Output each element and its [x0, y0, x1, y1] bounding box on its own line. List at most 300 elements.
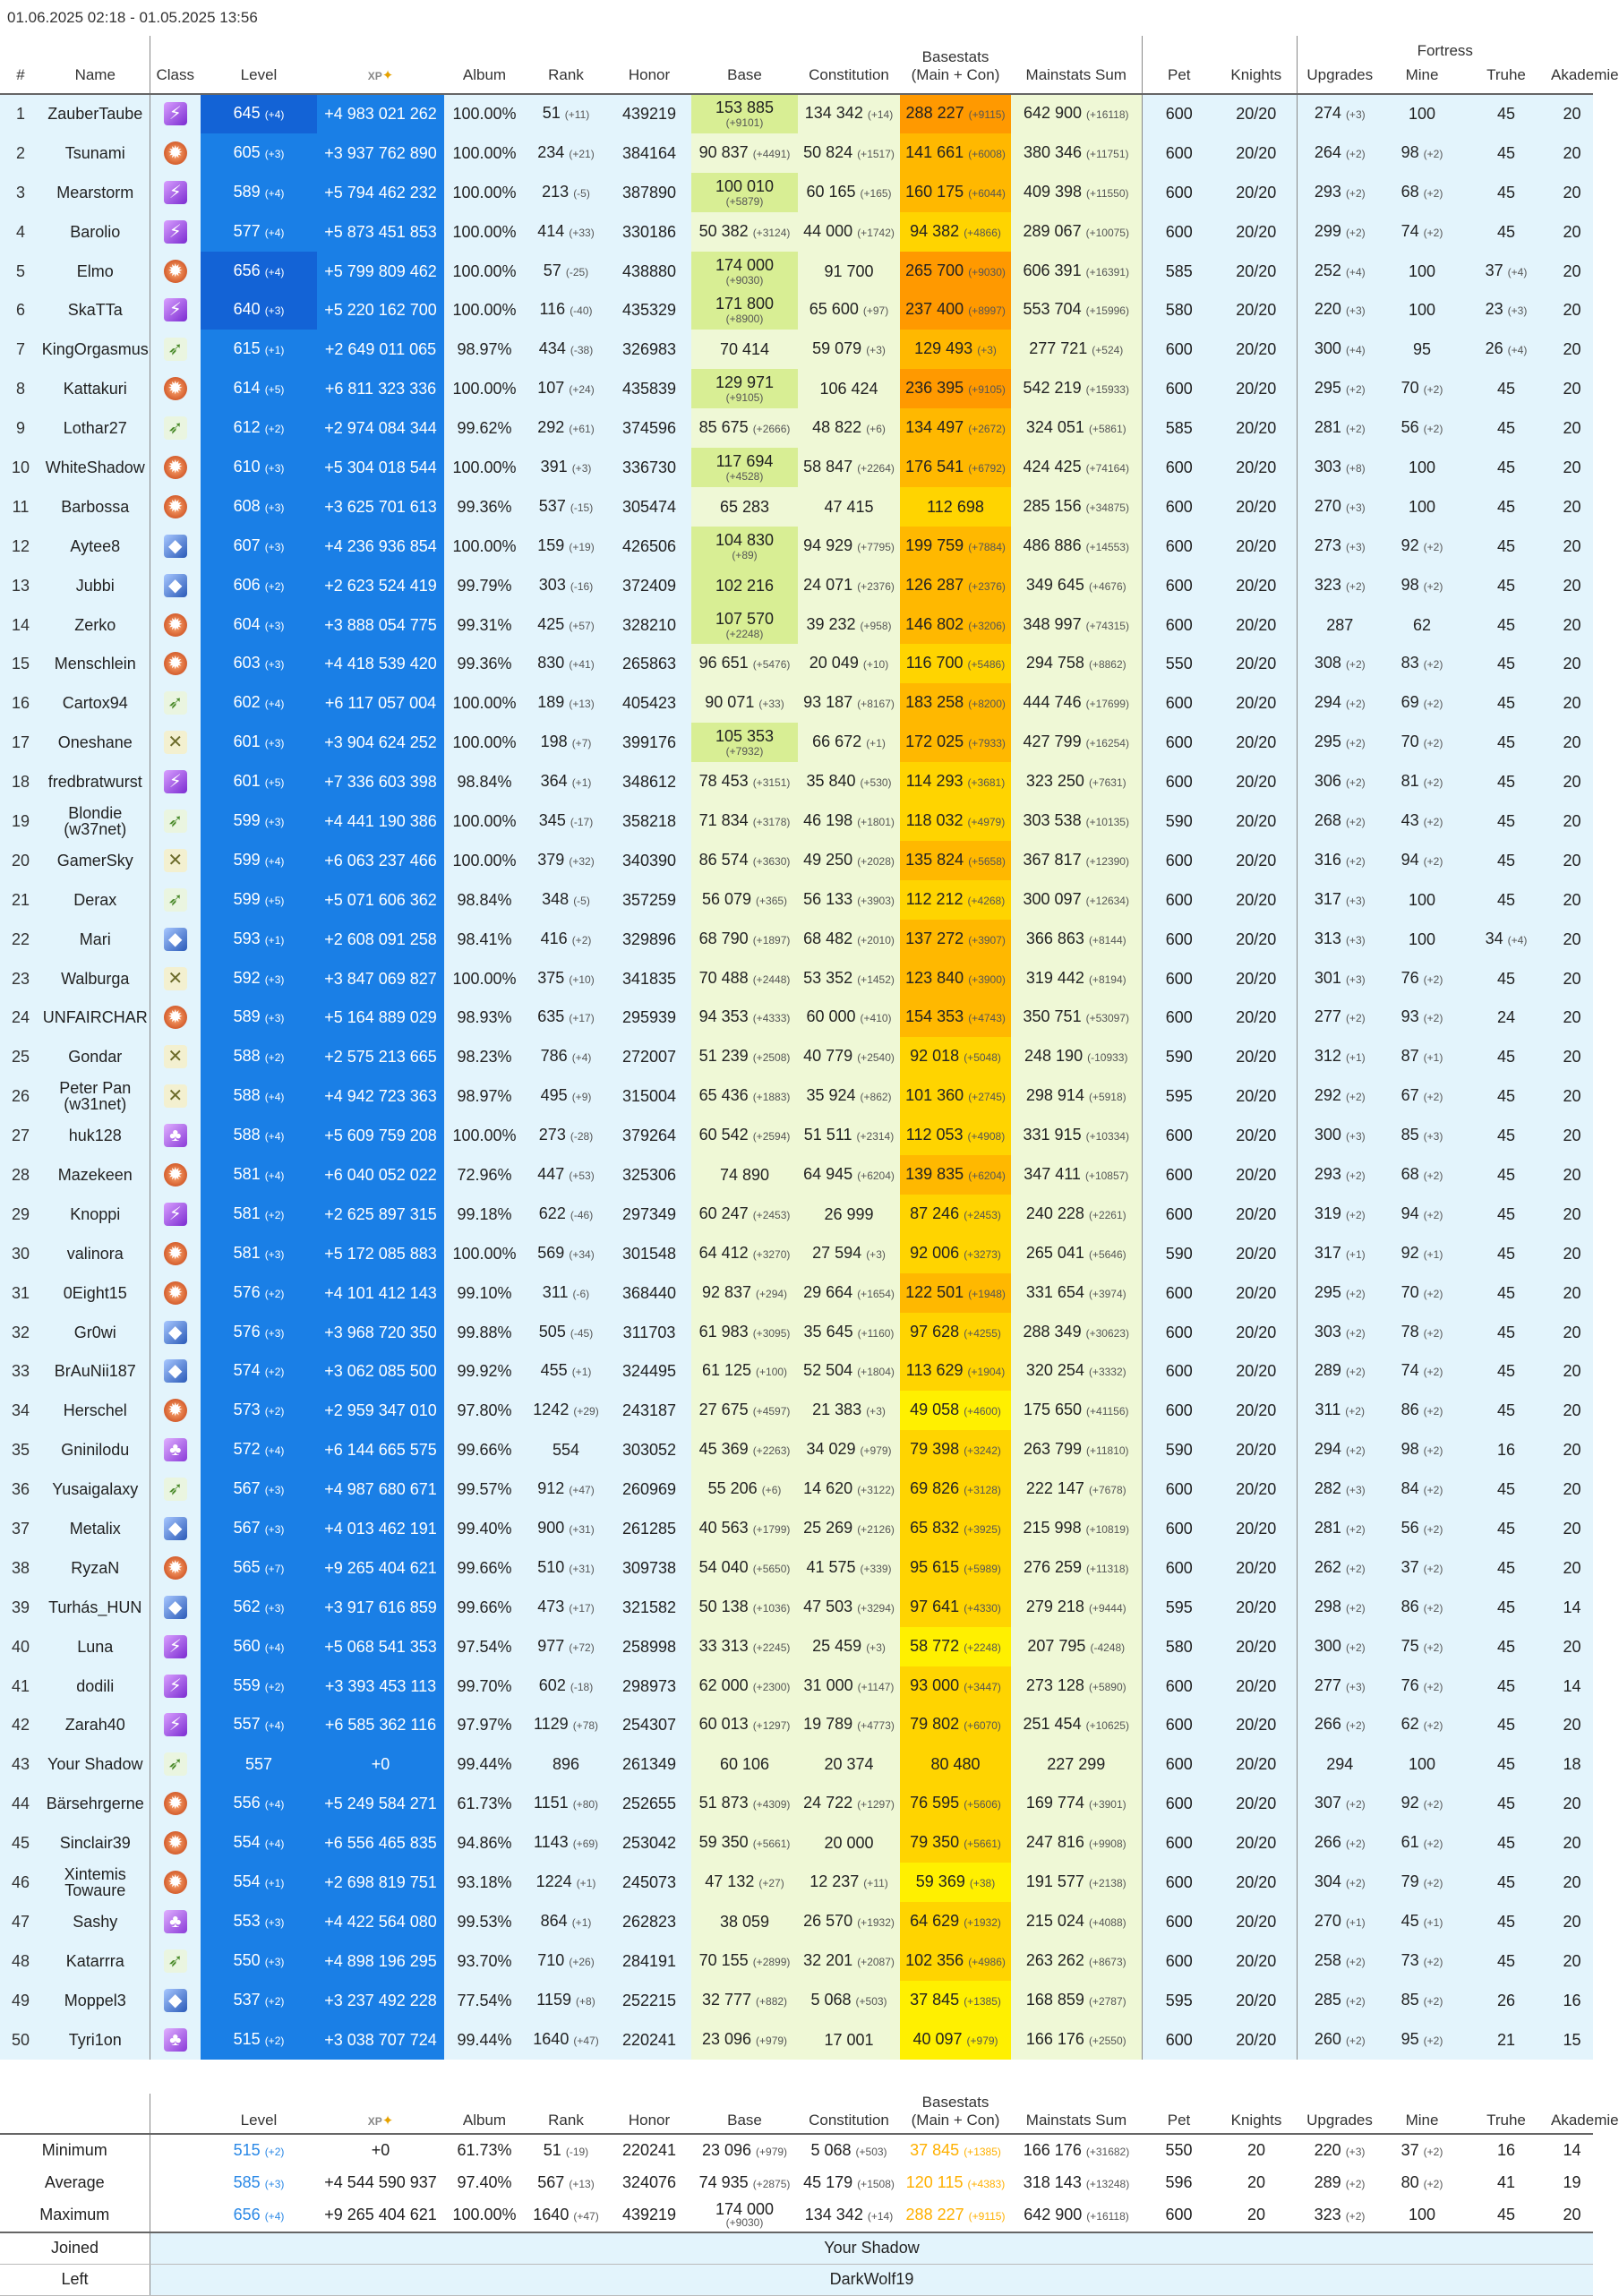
rank-cell: 416 (+2) [525, 920, 607, 959]
col-xp[interactable] [317, 36, 444, 94]
xp-cell: +2 575 213 665 [317, 1037, 444, 1076]
table-row[interactable] [0, 1313, 1593, 1352]
rank-cell: 57 (-25) [525, 252, 607, 291]
table-row[interactable] [0, 1037, 1593, 1076]
table-row[interactable] [0, 94, 1593, 133]
table-row[interactable] [0, 1352, 1593, 1392]
knights-cell: 20/20 [1216, 998, 1297, 1037]
xp-cell: +5 172 085 883 [317, 1234, 444, 1273]
col-pet[interactable]: Pet [1142, 36, 1216, 94]
player-name[interactable]: Tsunami [41, 133, 150, 173]
table-row[interactable] [0, 1981, 1593, 2020]
player-name[interactable]: fredbratwurst [41, 762, 150, 801]
player-name[interactable]: Oneshane [41, 723, 150, 762]
honor-cell: 311703 [607, 1313, 691, 1352]
honor-cell: 358218 [607, 801, 691, 841]
table-row[interactable] [0, 998, 1593, 1037]
table-row[interactable] [0, 1076, 1593, 1116]
level-cell: 589 (+3) [201, 998, 317, 1037]
table-row[interactable] [0, 1744, 1593, 1784]
player-name[interactable]: Xintemis Towaure [41, 1863, 150, 1902]
table-row[interactable] [0, 1116, 1593, 1155]
base-cell: 32 777 (+882) [691, 1981, 798, 2020]
pet-cell: 580 [1142, 290, 1216, 330]
honor-cell: 374596 [607, 408, 691, 448]
xp-icon: XP✦ [367, 68, 394, 83]
truhe-cell: 45 [1461, 1509, 1551, 1548]
table-row[interactable] [0, 683, 1593, 723]
akademie-cell: 20 [1551, 173, 1593, 212]
player-name[interactable]: Lothar27 [41, 408, 150, 448]
mainstats-cell: 265 041 (+5646) [1011, 1234, 1142, 1273]
level-cell: 576 (+3) [201, 1313, 317, 1352]
summary-label: Maximum [0, 2199, 150, 2232]
table-row[interactable] [0, 212, 1593, 252]
player-name[interactable]: Mazekeen [41, 1155, 150, 1195]
knights-cell: 20/20 [1216, 920, 1297, 959]
summary-basestats: 37 845 (+1385) [910, 2141, 1001, 2160]
player-name[interactable]: Walburga [41, 959, 150, 998]
row-number: 35 [0, 1430, 41, 1469]
summary-upgrades: 220 (+3) [1314, 2141, 1366, 2160]
basestats-cell: 114 293 (+3681) [900, 762, 1011, 801]
player-name[interactable]: Sashy [41, 1902, 150, 1941]
knights-cell: 20/20 [1216, 1666, 1297, 1706]
table-row[interactable] [0, 959, 1593, 998]
table-row[interactable] [0, 369, 1593, 408]
scout-class-icon: ➶ [164, 1752, 187, 1776]
xp-cell: +4 101 412 143 [317, 1273, 444, 1313]
table-row[interactable] [0, 1627, 1593, 1666]
basestats-cell: 94 382 (+4866) [900, 212, 1011, 252]
table-row[interactable] [0, 1391, 1593, 1430]
mine-cell: 81 (+2) [1383, 762, 1461, 801]
akademie-cell: 20 [1551, 408, 1593, 448]
honor-cell: 262823 [607, 1902, 691, 1941]
constitution-cell: 24 722 (+1297) [798, 1784, 900, 1823]
row-number: 44 [0, 1784, 41, 1823]
level-cell: 599 (+4) [201, 841, 317, 880]
class-cell [150, 1784, 201, 1823]
player-name[interactable]: Your Shadow [41, 1744, 150, 1784]
col-honor[interactable]: Honor [607, 36, 691, 94]
summary-rank: 51 (-19) [543, 2141, 589, 2160]
basestats-cell: 102 356 (+4986) [900, 1941, 1011, 1981]
truhe-cell: 45 [1461, 841, 1551, 880]
summary-row [0, 2167, 1593, 2199]
akademie-cell: 20 [1551, 1863, 1593, 1902]
row-number: 36 [0, 1469, 41, 1509]
knights-cell: 20/20 [1216, 1037, 1297, 1076]
upgrades-cell: 266 (+2) [1297, 1706, 1383, 1745]
table-header [0, 36, 1619, 94]
player-name[interactable]: GamerSky [41, 841, 150, 880]
col-class[interactable]: Class [150, 36, 201, 94]
album-cell: 99.44% [444, 1744, 525, 1784]
level-cell: 515 (+2) [201, 2020, 317, 2060]
col-upgrades[interactable]: Upgrades [1297, 66, 1383, 94]
base-cell: 65 283 [691, 487, 798, 527]
upgrades-cell: 300 (+4) [1297, 330, 1383, 369]
mainstats-cell: 542 219 (+15933) [1011, 369, 1142, 408]
player-name[interactable]: BrAuNii187 [41, 1352, 150, 1392]
class-cell [150, 330, 201, 369]
constitution-cell: 49 250 (+2028) [798, 841, 900, 880]
knights-cell: 20/20 [1216, 1548, 1297, 1588]
pet-cell: 600 [1142, 369, 1216, 408]
knights-cell: 20/20 [1216, 1744, 1297, 1784]
honor-cell: 328210 [607, 605, 691, 645]
row-number: 27 [0, 1116, 41, 1155]
constitution-cell: 64 945 (+6204) [798, 1155, 900, 1195]
mage-class-icon: ⚡ [164, 1203, 187, 1226]
mainstats-cell: 349 645 (+4676) [1011, 566, 1142, 605]
album-cell: 100.00% [444, 841, 525, 880]
constitution-cell: 26 999 [798, 1195, 900, 1234]
class-cell [150, 1391, 201, 1430]
table-row[interactable] [0, 1863, 1593, 1902]
table-row[interactable] [0, 1902, 1593, 1941]
level-cell: 557 [201, 1744, 317, 1784]
akademie-cell: 20 [1551, 1352, 1593, 1392]
table-row[interactable] [0, 880, 1593, 920]
base-cell: 60 013 (+1297) [691, 1706, 798, 1745]
table-row[interactable] [0, 801, 1593, 841]
sum-col-basestats: Basestats (Main + Con) [900, 2094, 1011, 2134]
assassin-class-icon: ✕ [164, 1045, 187, 1068]
player-name[interactable]: Gr0wi [41, 1313, 150, 1352]
honor-cell: 341835 [607, 959, 691, 998]
summary-truhe: 45 [1461, 2199, 1551, 2232]
player-name[interactable]: 0Eight15 [41, 1273, 150, 1313]
table-row[interactable] [0, 487, 1593, 527]
summary-mainstats: 166 176 (+31682) [1023, 2141, 1130, 2160]
player-name[interactable]: Blondie (w37net) [41, 801, 150, 841]
row-number: 30 [0, 1234, 41, 1273]
player-name[interactable]: Metalix [41, 1509, 150, 1548]
player-name[interactable]: Elmo [41, 252, 150, 291]
akademie-cell: 20 [1551, 841, 1593, 880]
warrior-class-icon: ✹ [164, 1792, 187, 1815]
berserker-class-icon: ◆ [164, 1989, 187, 2012]
col-mine[interactable]: Mine [1383, 66, 1461, 94]
col-mainstats[interactable]: Mainstats Sum [1011, 36, 1142, 94]
table-row[interactable] [0, 2020, 1593, 2060]
table-row[interactable] [0, 1155, 1593, 1195]
mainstats-cell: 276 259 (+11318) [1011, 1548, 1142, 1588]
level-cell: 588 (+4) [201, 1116, 317, 1155]
player-name[interactable]: Peter Pan (w31net) [41, 1076, 150, 1116]
xp-cell: +4 418 539 420 [317, 644, 444, 683]
table-row[interactable] [0, 723, 1593, 762]
table-row[interactable] [0, 1273, 1593, 1313]
constitution-cell: 29 664 (+1654) [798, 1273, 900, 1313]
constitution-cell: 35 840 (+530) [798, 762, 900, 801]
table-row[interactable] [0, 1666, 1593, 1706]
xp-cell: +3 237 492 228 [317, 1981, 444, 2020]
constitution-cell: 46 198 (+1801) [798, 801, 900, 841]
table-row[interactable] [0, 1706, 1593, 1745]
rank-cell: 473 (+17) [525, 1588, 607, 1627]
basestats-cell: 80 480 [900, 1744, 1011, 1784]
player-name[interactable]: Kattakuri [41, 369, 150, 408]
table-row[interactable] [0, 1509, 1593, 1548]
xp-cell: +3 393 453 113 [317, 1666, 444, 1706]
player-name[interactable]: ZauberTaube [41, 94, 150, 133]
player-name[interactable]: Herschel [41, 1391, 150, 1430]
table-row[interactable] [0, 290, 1593, 330]
mine-cell: 37 (+2) [1383, 1548, 1461, 1588]
player-name[interactable]: Aytee8 [41, 527, 150, 566]
rank-cell: 391 (+3) [525, 448, 607, 487]
akademie-cell: 20 [1551, 212, 1593, 252]
level-cell: 581 (+2) [201, 1195, 317, 1234]
row-number: 10 [0, 448, 41, 487]
class-cell [150, 1155, 201, 1195]
rank-cell: 273 (-28) [525, 1116, 607, 1155]
basestats-cell: 93 000 (+3447) [900, 1666, 1011, 1706]
level-cell: 599 (+3) [201, 801, 317, 841]
player-name[interactable]: Cartox94 [41, 683, 150, 723]
rank-cell: 864 (+1) [525, 1902, 607, 1941]
col-level[interactable]: Level [201, 36, 317, 94]
xp-cell: +2 959 347 010 [317, 1391, 444, 1430]
table-row[interactable] [0, 1195, 1593, 1234]
join-left-table [0, 2233, 1593, 2296]
table-row[interactable] [0, 841, 1593, 880]
upgrades-cell: 298 (+2) [1297, 1588, 1383, 1627]
level-cell: 589 (+4) [201, 173, 317, 212]
basestats-cell: 237 400 (+8997) [900, 290, 1011, 330]
table-row[interactable] [0, 1234, 1593, 1273]
pet-cell: 600 [1142, 1116, 1216, 1155]
truhe-cell: 37 (+4) [1461, 252, 1551, 291]
player-name[interactable]: Bärsehrgerne [41, 1784, 150, 1823]
player-name[interactable]: Gninilodu [41, 1430, 150, 1469]
rank-cell: 786 (+4) [525, 1037, 607, 1076]
player-name[interactable]: Mari [41, 920, 150, 959]
player-name[interactable]: Jubbi [41, 566, 150, 605]
class-cell [150, 1116, 201, 1155]
col-num[interactable]: # [0, 36, 41, 94]
class-cell [150, 1509, 201, 1548]
constitution-cell: 31 000 (+1147) [798, 1666, 900, 1706]
constitution-cell: 60 165 (+165) [798, 173, 900, 212]
xp-cell: +4 898 196 295 [317, 1941, 444, 1981]
honor-cell: 321582 [607, 1588, 691, 1627]
table-row[interactable] [0, 448, 1593, 487]
sum-col-base: Base [691, 2094, 798, 2134]
mine-cell: 100 [1383, 252, 1461, 291]
row-number: 22 [0, 920, 41, 959]
player-name[interactable]: UNFAIRCHAR [41, 998, 150, 1037]
base-cell: 105 353 (+7932) [691, 723, 798, 762]
col-album[interactable]: Album [444, 36, 525, 94]
mine-cell: 62 [1383, 605, 1461, 645]
album-cell: 100.00% [444, 369, 525, 408]
player-name[interactable]: Mearstorm [41, 173, 150, 212]
player-name[interactable]: Sinclair39 [41, 1823, 150, 1863]
player-name[interactable]: Zarah40 [41, 1706, 150, 1745]
player-name[interactable]: Tyri1on [41, 2020, 150, 2060]
player-name[interactable]: Menschlein [41, 644, 150, 683]
player-name[interactable]: Derax [41, 880, 150, 920]
basestats-cell: 101 360 (+2745) [900, 1076, 1011, 1116]
player-name[interactable]: valinora [41, 1234, 150, 1273]
level-cell: 559 (+2) [201, 1666, 317, 1706]
basestats-cell: 49 058 (+4600) [900, 1391, 1011, 1430]
mine-cell: 45 (+1) [1383, 1902, 1461, 1941]
warrior-class-icon: ✹ [164, 1556, 187, 1580]
row-number: 32 [0, 1313, 41, 1352]
row-number: 42 [0, 1706, 41, 1745]
player-name[interactable]: Knoppi [41, 1195, 150, 1234]
player-name[interactable]: Barolio [41, 212, 150, 252]
constitution-cell: 19 789 (+4773) [798, 1706, 900, 1745]
knights-cell: 20/20 [1216, 1155, 1297, 1195]
col-rank[interactable]: Rank [525, 36, 607, 94]
table-row[interactable] [0, 762, 1593, 801]
mainstats-cell: 191 577 (+2138) [1011, 1863, 1142, 1902]
summary-rank: 567 (+13) [537, 2173, 595, 2192]
album-cell: 99.36% [444, 644, 525, 683]
col-name[interactable]: Name [41, 36, 150, 94]
upgrades-cell: 270 (+3) [1297, 487, 1383, 527]
player-name[interactable]: dodili [41, 1666, 150, 1706]
album-cell: 99.40% [444, 1509, 525, 1548]
xp-cell: +5 304 018 544 [317, 448, 444, 487]
akademie-cell: 20 [1551, 1548, 1593, 1588]
basestats-cell: 79 398 (+3242) [900, 1430, 1011, 1469]
truhe-cell: 45 [1461, 1352, 1551, 1392]
mine-cell: 43 (+2) [1383, 801, 1461, 841]
upgrades-cell: 262 (+2) [1297, 1548, 1383, 1588]
warrior-class-icon: ✹ [164, 613, 187, 637]
table-row[interactable] [0, 1588, 1593, 1627]
col-akademie[interactable]: Akademie [1551, 66, 1593, 94]
table-row[interactable] [0, 330, 1593, 369]
table-row[interactable] [0, 1941, 1593, 1981]
player-name[interactable]: Turhás_HUN [41, 1588, 150, 1627]
level-cell: 560 (+4) [201, 1627, 317, 1666]
player-name[interactable]: RyzaN [41, 1548, 150, 1588]
akademie-cell: 20 [1551, 133, 1593, 173]
player-name[interactable]: Yusaigalaxy [41, 1469, 150, 1509]
row-number: 7 [0, 330, 41, 369]
mainstats-cell: 424 425 (+74164) [1011, 448, 1142, 487]
pet-cell: 600 [1142, 1313, 1216, 1352]
player-name[interactable]: SkaTTa [41, 290, 150, 330]
table-row[interactable] [0, 644, 1593, 683]
truhe-cell: 45 [1461, 1548, 1551, 1588]
table-row[interactable] [0, 252, 1593, 291]
player-name[interactable]: WhiteShadow [41, 448, 150, 487]
table-row[interactable] [0, 566, 1593, 605]
class-cell [150, 173, 201, 212]
player-name[interactable]: Barbossa [41, 487, 150, 527]
col-base[interactable]: Base [691, 36, 798, 94]
col-knights[interactable]: Knights [1216, 36, 1297, 94]
album-cell: 100.00% [444, 448, 525, 487]
table-row[interactable] [0, 920, 1593, 959]
rank-cell: 434 (-38) [525, 330, 607, 369]
basestats-cell: 65 832 (+3925) [900, 1509, 1011, 1548]
table-row[interactable] [0, 605, 1593, 645]
akademie-cell: 20 [1551, 330, 1593, 369]
row-number: 8 [0, 369, 41, 408]
table-row[interactable] [0, 1430, 1593, 1469]
pet-cell: 595 [1142, 1588, 1216, 1627]
rank-cell: 830 (+41) [525, 644, 607, 683]
class-cell [150, 448, 201, 487]
mage-class-icon: ⚡ [164, 770, 187, 793]
album-cell: 97.80% [444, 1391, 525, 1430]
summary-knights: 20 [1246, 2173, 1266, 2192]
player-name[interactable]: huk128 [41, 1116, 150, 1155]
table-row[interactable] [0, 1548, 1593, 1588]
col-basestats[interactable]: Basestats (Main + Con) [900, 36, 1011, 94]
rank-cell: 1242 (+29) [525, 1391, 607, 1430]
album-cell: 99.66% [444, 1588, 525, 1627]
album-cell: 100.00% [444, 212, 525, 252]
berserker-class-icon: ◆ [164, 928, 187, 951]
honor-cell: 438880 [607, 252, 691, 291]
assassin-class-icon: ✕ [164, 849, 187, 872]
level-cell: 601 (+3) [201, 723, 317, 762]
col-truhe[interactable]: Truhe [1461, 66, 1551, 94]
player-name[interactable]: Moppel3 [41, 1981, 150, 2020]
constitution-cell: 21 383 (+3) [798, 1391, 900, 1430]
table-row[interactable] [0, 1823, 1593, 1863]
rank-cell: 537 (-15) [525, 487, 607, 527]
xp-icon: XP✦ [367, 2112, 394, 2129]
table-row[interactable] [0, 527, 1593, 566]
xp-cell: +3 062 085 500 [317, 1352, 444, 1392]
sum-col-mine: Mine [1383, 2094, 1461, 2134]
table-row[interactable] [0, 1784, 1593, 1823]
mainstats-cell: 331 654 (+3974) [1011, 1273, 1142, 1313]
col-constitution[interactable]: Constitution [798, 36, 900, 94]
player-name[interactable]: Zerko [41, 605, 150, 645]
table-row[interactable] [0, 408, 1593, 448]
honor-cell: 348612 [607, 762, 691, 801]
player-name[interactable]: KingOrgasmus [41, 330, 150, 369]
honor-cell: 243187 [607, 1391, 691, 1430]
player-name[interactable]: Gondar [41, 1037, 150, 1076]
summary-basestats: 288 227 (+9115) [900, 2199, 1011, 2232]
mainstats-cell: 247 816 (+9908) [1011, 1823, 1142, 1863]
table-row[interactable] [0, 133, 1593, 173]
basestats-cell: 92 018 (+5048) [900, 1037, 1011, 1076]
honor-cell: 261285 [607, 1509, 691, 1548]
upgrades-cell: 295 (+2) [1297, 723, 1383, 762]
pet-cell: 600 [1142, 1548, 1216, 1588]
sum-col-upgrades: Upgrades [1297, 2094, 1383, 2134]
table-row[interactable] [0, 173, 1593, 212]
table-row[interactable] [0, 1469, 1593, 1509]
upgrades-cell: 274 (+3) [1297, 94, 1383, 133]
knights-cell: 20/20 [1216, 2020, 1297, 2060]
album-cell: 98.97% [444, 330, 525, 369]
base-cell: 55 206 (+6) [691, 1469, 798, 1509]
honor-cell: 272007 [607, 1037, 691, 1076]
summary-akademie: 14 [1563, 2141, 1581, 2160]
mine-cell: 100 [1383, 94, 1461, 133]
player-name[interactable]: Luna [41, 1627, 150, 1666]
player-name[interactable]: Katarrra [41, 1941, 150, 1981]
akademie-cell: 20 [1551, 998, 1593, 1037]
truhe-cell: 45 [1461, 487, 1551, 527]
